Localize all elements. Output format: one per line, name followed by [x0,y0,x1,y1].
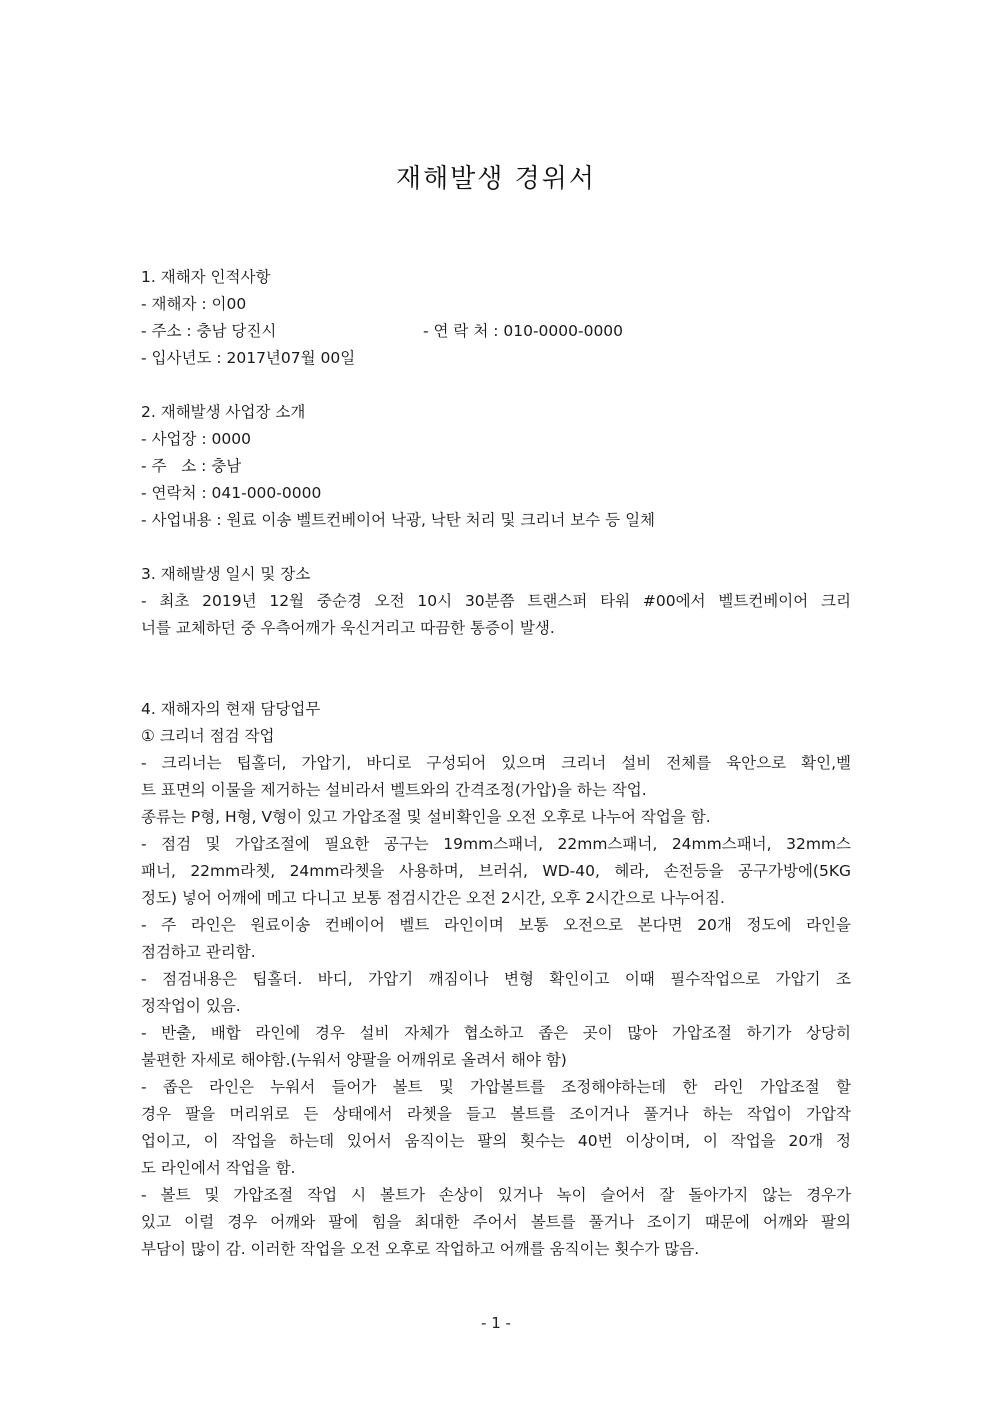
section4-line: - 점검 및 가압조절에 필요한 공구는 19mm스패너, 22mm스패너, 24mm스패너, 32mm스 [141,835,851,853]
spacer [141,642,851,669]
section4-line: 정작업이 있음. [141,997,241,1015]
victim-address-row [141,318,851,345]
section4-line: - 반출, 배합 라인에 경우 설비 자체가 협소하고 좁은 곳이 많아 가압조절 하기가 상당히 [141,1024,851,1042]
document-body [141,264,851,1263]
section4-line: 종류는 P형, H형, V형이 있고 가압조절 및 설비확인을 오전 오후로 나누어 작업을 함. [141,808,711,826]
workplace-contact: - 연락처 : 041-000-0000 [141,484,322,502]
section4-line: 도 라인에서 작업을 함. [141,1159,296,1177]
spacer [141,372,851,399]
section4-line: 패너, 22mm라쳇, 24mm라쳇을 사용하며, 브러쉬, WD-40, 헤라, 손전등을 공구가방에(5KG [141,862,851,880]
section3-heading: 3. 재해발생 일시 및 장소 [141,565,311,583]
victim-name: - 재해자 : 이00 [141,295,247,313]
section4-line: - 크리너는 팁홀더, 가압기, 바디로 구성되어 있으며 크리너 설비 전체를 육안으로 확인,벨 [141,754,851,772]
section3-line: 너를 교체하던 중 우측어깨가 욱신거리고 따끔한 통증이 발생. [141,619,555,637]
section4-subheading: ① 크리너 점검 작업 [141,727,275,745]
section4-heading: 4. 재해자의 현재 담당업무 [141,700,321,718]
section4-line: - 주 라인은 원료이송 컨베이어 벨트 라인이며 보통 오전으로 본다면 20개 정도에 라인을 [141,916,851,934]
spacer [141,669,851,696]
section2-heading: 2. 재해발생 사업장 소개 [141,403,306,421]
section4-line: 있고 이럴 경우 어깨와 팔에 힘을 최대한 주어서 볼트를 풀거나 조이기 때문에 어깨와 팔의 [141,1213,851,1231]
section1-heading: 1. 재해자 인적사항 [141,268,271,286]
section4-line: 부담이 많이 감. 이러한 작업을 오전 오후로 작업하고 어깨를 움직이는 횟수가 많음. [141,1240,700,1258]
section4-line: 불편한 자세로 해야함.(누워서 양팔을 어깨위로 올려서 해야 함) [141,1051,567,1069]
document-title: 재해발생 경위서 [395,164,597,194]
section4-line: 점검하고 관리함. [141,943,256,961]
workplace-business: - 사업내용 : 원료 이송 벨트컨베이어 낙광, 낙탄 처리 및 크리너 보수 등 일체 [141,511,656,529]
victim-address: - 주소 : 충남 당진시 [141,322,277,340]
victim-contact: - 연 락 처 : 010-0000-0000 [423,322,624,340]
section4-line: 경우 팔을 머리위로 든 상태에서 라쳇을 들고 볼트를 조이거나 풀거나 하는 작업이 가압작 [141,1105,851,1123]
section4-line: 정도) 넣어 어깨에 메고 다니고 보통 점검시간은 오전 2시간, 오후 2시간으로 나누어짐. [141,889,725,907]
section4-paragraph [141,750,851,1263]
page-number: - 1 - [481,1314,511,1332]
section4-line: - 점검내용은 팁홀더. 바디, 가압기 깨짐이나 변형 확인이고 이때 필수작업으로 가압기 조 [141,970,851,988]
section4-line: 트 표면의 이물을 제거하는 설비라서 벨트와의 간격조정(가압)을 하는 작업. [141,781,647,799]
victim-join-date: - 입사년도 : 2017년07월 00일 [141,349,356,367]
spacer [141,534,851,561]
section4-line: 업이고, 이 작업을 하는데 있어서 움직이는 팔의 횟수는 40번 이상이며, 이 작업을 20개 정 [141,1132,851,1150]
workplace-name: - 사업장 : 0000 [141,430,251,448]
section3-line: - 최초 2019년 12월 중순경 오전 10시 30분쯤 트랜스퍼 타워 #00에서 벨트컨베이어 크리 [141,592,851,610]
section4-line: - 볼트 및 가압조절 작업 시 볼트가 손상이 있거나 녹이 슬어서 잘 돌아가지 않는 경우가 [141,1186,851,1204]
workplace-address: - 주 소 : 충남 [141,457,242,475]
section4-line: - 좁은 라인은 누워서 들어가 볼트 및 가압볼트를 조정해야하는데 한 라인 가압조절 할 [141,1078,851,1096]
